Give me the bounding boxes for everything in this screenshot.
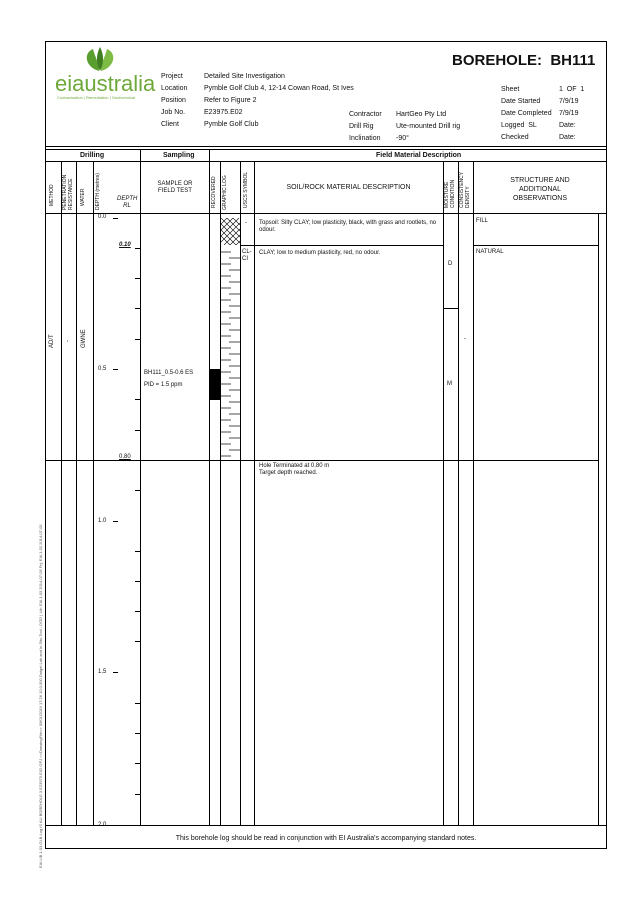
log-frame bbox=[45, 41, 607, 849]
graphic-log-topsoil bbox=[221, 218, 240, 245]
date-started-value: 7/9/19 bbox=[559, 98, 579, 105]
depth-label: 0.0 bbox=[98, 214, 107, 220]
contractor-value: HartGeo Pty Ltd bbox=[396, 111, 447, 118]
depth-tick bbox=[113, 218, 118, 219]
minor-tick bbox=[135, 430, 140, 431]
section-drilling: Drilling bbox=[80, 152, 105, 159]
date-completed-value: 7/9/19 bbox=[559, 110, 579, 117]
uscs-topsoil: - bbox=[245, 220, 247, 226]
header-depth: DEPTH (metres) bbox=[95, 173, 101, 210]
col-line bbox=[61, 161, 62, 825]
header-moisture: MOISTURE CONDITION bbox=[444, 179, 456, 208]
page-title: BOREHOLE: BH111 bbox=[452, 52, 596, 69]
depth-tick bbox=[113, 521, 118, 522]
header-graphic: GRAPHIC LOG bbox=[222, 175, 228, 210]
inclination-value: -90° bbox=[396, 135, 409, 142]
location-value: Pymble Golf Club 4, 12-14 Cowan Road, St Ives bbox=[204, 85, 354, 92]
minor-tick bbox=[135, 399, 140, 400]
client-label: Client bbox=[161, 121, 179, 128]
sheet-labels bbox=[501, 85, 557, 145]
termination-line-1: Hole Terminated at 0.80 m bbox=[259, 463, 330, 469]
layer-boundary bbox=[240, 245, 443, 246]
moisture-dry: D bbox=[448, 261, 453, 267]
checked-label: Checked bbox=[501, 134, 529, 141]
depth-label: 2.0 bbox=[98, 822, 107, 828]
moisture-moist: M bbox=[447, 381, 452, 387]
water-value: GWNE bbox=[81, 329, 87, 348]
header-sample: SAMPLE OR FIELD TEST bbox=[157, 181, 193, 194]
col-line bbox=[209, 149, 210, 825]
section-divider bbox=[45, 161, 607, 162]
contractor-label: Contractor bbox=[349, 111, 382, 118]
minor-tick bbox=[135, 278, 140, 279]
minor-tick bbox=[135, 763, 140, 764]
col-line bbox=[443, 161, 444, 825]
drillrig-value: Ute-mounted Drill rig bbox=[396, 123, 461, 130]
depth-tick bbox=[113, 369, 118, 370]
description-topsoil: Topsoil: Silty CLAY; low plasticity, black, with grass and rootlets, no odour. bbox=[259, 220, 437, 233]
sheet-values bbox=[559, 85, 599, 145]
minor-tick bbox=[135, 794, 140, 795]
header-divider-1 bbox=[45, 146, 607, 147]
minor-tick bbox=[135, 248, 140, 249]
consistency-value: - bbox=[464, 336, 466, 342]
observation-natural: NATURAL bbox=[476, 249, 504, 255]
logged-date-label: Date: bbox=[559, 122, 576, 129]
logged-label bbox=[501, 121, 557, 133]
project-value: Detailed Site Investigation bbox=[204, 73, 285, 80]
depth-rl-value: 0.10 bbox=[119, 242, 131, 248]
minor-tick bbox=[135, 490, 140, 491]
col-line bbox=[140, 149, 141, 825]
column-header-divider bbox=[45, 213, 607, 214]
header-description: SOIL/ROCK MATERIAL DESCRIPTION bbox=[286, 184, 411, 191]
header-depth-rl: DEPTH RL bbox=[117, 196, 138, 209]
jobno-value: E23975.E02 bbox=[204, 109, 243, 116]
contractor-labels bbox=[349, 110, 393, 146]
moisture-boundary bbox=[443, 308, 458, 309]
col-line bbox=[76, 161, 77, 825]
header-uscs: USCS SYMBOL bbox=[243, 171, 249, 208]
depth-tick bbox=[113, 672, 118, 673]
logo bbox=[55, 47, 156, 100]
header-recovered: RECOVERED bbox=[211, 176, 217, 208]
depth-label: 0.5 bbox=[98, 366, 107, 372]
date-started-label: Date Started bbox=[501, 98, 541, 105]
sheet-value: 1 OF 1 bbox=[559, 86, 585, 93]
observation-fill: FILL bbox=[476, 218, 489, 224]
header-divider-2 bbox=[45, 149, 607, 150]
method-value: AD/T bbox=[49, 334, 55, 348]
col-line bbox=[240, 161, 241, 825]
termination-note bbox=[259, 463, 439, 477]
col-line bbox=[93, 161, 94, 825]
col-line bbox=[473, 161, 474, 825]
minor-tick bbox=[135, 611, 140, 612]
termination-line-2: Target depth reached. bbox=[259, 470, 318, 476]
jobno-label: Job No. bbox=[161, 109, 186, 116]
minor-tick bbox=[135, 641, 140, 642]
logo-tagline: Contamination | Remediation | Geotechnical bbox=[57, 95, 136, 100]
sample-pid: PID = 1.5 ppm bbox=[144, 382, 183, 388]
position-label: Position bbox=[161, 97, 186, 104]
header-structure: STRUCTURE AND ADDITIONAL OBSERVATIONS bbox=[510, 177, 570, 202]
client-value: Pymble Golf Club bbox=[204, 121, 259, 128]
position-value: Refer to Figure 2 bbox=[204, 97, 257, 104]
section-sampling: Sampling bbox=[163, 152, 195, 159]
minor-tick bbox=[135, 733, 140, 734]
col-line bbox=[254, 161, 255, 825]
depth-label: 1.5 bbox=[98, 669, 107, 675]
minor-tick bbox=[135, 308, 140, 309]
description-clay: CLAY; low to medium plasticity, red, no odour. bbox=[259, 250, 381, 256]
minor-tick bbox=[135, 339, 140, 340]
footer-note: This borehole log should be read in conjunction with EI Australia's accompanying standard notes. bbox=[175, 835, 477, 842]
inclination-label: Inclination bbox=[349, 135, 381, 142]
header-method: METHOD bbox=[49, 184, 55, 206]
minor-tick bbox=[135, 551, 140, 552]
structure-boundary bbox=[473, 245, 598, 246]
depth-label: 1.0 bbox=[98, 518, 107, 524]
graphic-log-clay bbox=[221, 246, 240, 460]
logged-value: SL bbox=[528, 122, 537, 129]
project-label: Project bbox=[161, 73, 183, 80]
col-line bbox=[598, 213, 599, 825]
termination-line bbox=[45, 460, 598, 461]
sheet-label: Sheet bbox=[501, 86, 520, 93]
sample-id: BH111_0.5-0.6 ES bbox=[144, 370, 194, 376]
checked-date-label: Date: bbox=[559, 134, 576, 141]
section-field: Field Material Description bbox=[376, 152, 462, 159]
contractor-values bbox=[396, 110, 496, 146]
minor-tick bbox=[135, 703, 140, 704]
side-file-info: EIA LIB 1.03.GLB Log IS AU BOREHOLE 3 E23975.E02.GPJ <<DrawingFile>> 09/01/2019 17:26 10.0.000 Datgel Lab and In Situ Tool - DGD | Lib: EIA 1.03 2014-07-05 Prj: EIA 1.02 2014-07-05 bbox=[38, 524, 43, 868]
project-labels bbox=[161, 72, 201, 132]
drillrig-label: Drill Rig bbox=[349, 123, 374, 130]
logged-label-text: Logged bbox=[501, 122, 525, 129]
header-water: WATER bbox=[80, 188, 86, 206]
header-penetration: PENETRATION RESISTANCE bbox=[62, 174, 74, 210]
logo-name: eiaustralia bbox=[55, 71, 156, 96]
col-line bbox=[458, 161, 459, 825]
minor-tick bbox=[135, 581, 140, 582]
penetration-value: - bbox=[65, 340, 71, 342]
location-label: Location bbox=[161, 85, 188, 92]
recovered-sample-block bbox=[209, 369, 220, 400]
header-consistency: CONSISTENCY DENSITY bbox=[459, 171, 471, 208]
date-completed-label: Date Completed bbox=[501, 110, 552, 117]
footer-divider bbox=[45, 825, 607, 826]
depth-rl-value: 0.80 bbox=[119, 454, 131, 460]
uscs-clay: CL-CI bbox=[242, 249, 252, 262]
